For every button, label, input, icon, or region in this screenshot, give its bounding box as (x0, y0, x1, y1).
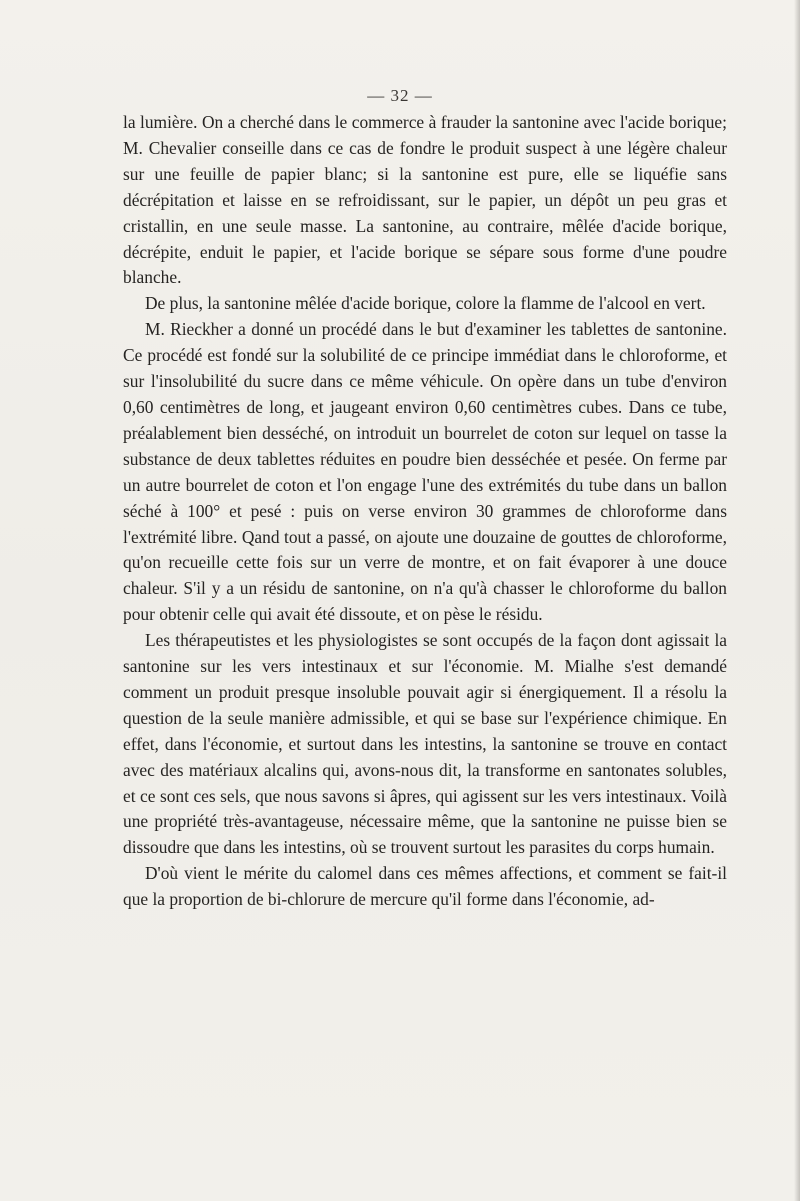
page-edge-shadow (794, 0, 800, 1201)
body-text (123, 110, 727, 913)
page-number: — 32 — (367, 86, 433, 105)
paragraph-3: M. Rieckher a donné un procédé dans le but d'examiner les tablettes de santonine. Ce procédé est fondé sur la solubilité de ce principe immédiat dans le chloroforme, et sur l'insolubilité du sucre dans ce même véhicule. On opère dans un tube d'environ 0,60 centimètres de long, et jaugeant environ 0,60 centimètres cubes. Dans ce tube, préalablement bien desséché, on introduit un bourrelet de coton sur lequel on tasse la substance de deux tablettes réduites en poudre bien desséchée et pesée. On ferme par un autre bourrelet de coton et l'on engage l'une des extrémités du tube dans un ballon séché à 100° et pesé : puis on verse environ 30 grammes de chloroforme dans l'extrémité libre. Qand tout a passé, on ajoute une douzaine de gouttes de chloroforme, qu'on recueille cette fois sur un verre de montre, et on fait évaporer à une douce chaleur. S'il y a un résidu de santonine, on n'a qu'à chasser le chloroforme du ballon pour obtenir celle qui avait été dissoute, et on pèse le résidu. (123, 319, 727, 625)
paragraph-1: la lumière. On a cherché dans le commerce à frauder la santonine avec l'acide borique; M. Chevalier conseille dans ce cas de fondre le produit suspect à une légère chaleur sur une feuille de papier blanc; si la santonine est pure, elle se liquéfie sans décrépitation et laisse en se refroidissant, sur le papier, un dépôt un peu gras et cristallin, en une seule masse. La santonine, au contraire, mêlée d'acide borique, décrépite, enduit le papier, et l'acide borique se sépare sous forme d'une poudre blanche. (123, 112, 727, 288)
paragraph-4: Les thérapeutistes et les physiologistes se sont occupés de la façon dont agissait la santonine sur les vers intestinaux et sur l'économie. M. Mialhe s'est demandé comment un produit presque insoluble pouvait agir si énergiquement. Il a résolu la question de la seule manière admissible, et qui se base sur l'expérience chimique. En effet, dans l'économie, et surtout dans les intestins, la santonine se trouve en contact avec des matériaux alcalins qui, avons-nous dit, la transforme en santonates solubles, et ce sont ces sels, que nous savons si âpres, qui agissent sur les vers intestinaux. Voilà une propriété très-avantageuse, nécessaire même, que la santonine ne puisse bien se dissoudre que dans les intestins, où se trouvent surtout les parasites du corps humain. (123, 630, 727, 858)
paragraph-2: De plus, la santonine mêlée d'acide borique, colore la flamme de l'alcool en vert. (145, 293, 706, 314)
paragraph-5: D'où vient le mérite du calomel dans ces mêmes affections, et comment se fait-il que la proportion de bi-chlorure de mercure qu'il forme dans l'économie, ad- (123, 863, 727, 910)
